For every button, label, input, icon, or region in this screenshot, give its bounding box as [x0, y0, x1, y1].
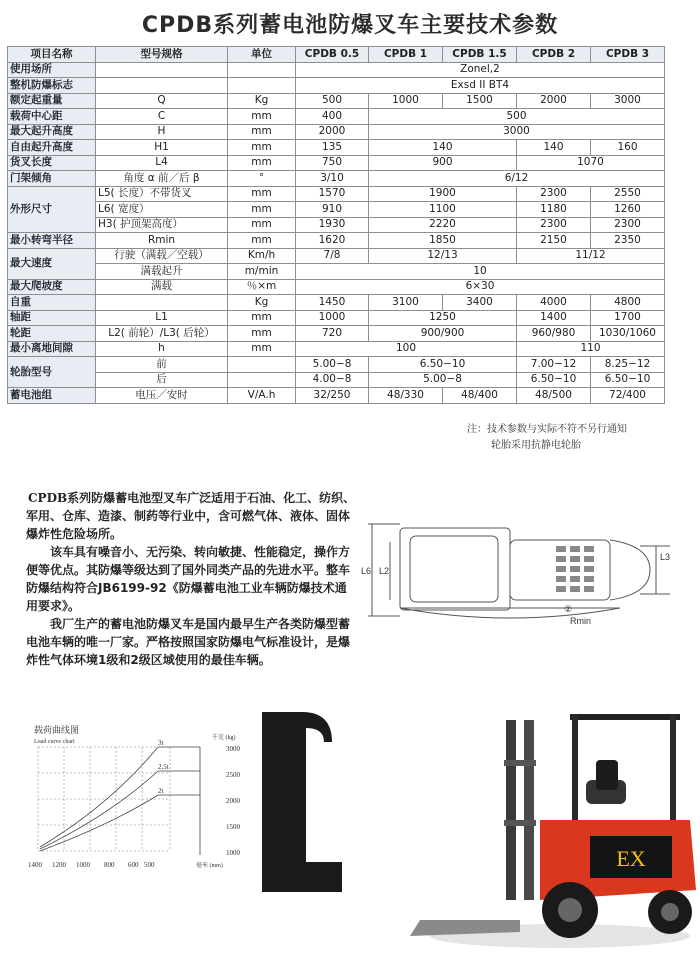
cell: 前 — [96, 357, 228, 373]
y-tick: 1000 — [226, 849, 240, 857]
cell: 2300 — [517, 186, 591, 202]
table-row — [8, 109, 665, 125]
header-model-3: CPDB 2 — [517, 47, 591, 63]
table-row — [8, 341, 665, 357]
cell: 12/13 — [369, 248, 517, 264]
ex-badge-text: EX — [616, 846, 646, 871]
x-tick: 600 — [128, 861, 139, 869]
cell: 1030/1060 — [591, 326, 665, 342]
cell: 7.00−12 — [517, 357, 591, 373]
table-row — [8, 326, 665, 342]
row-label: 最大速度 — [8, 248, 96, 279]
row-label: 额定起重量 — [8, 93, 96, 109]
table-row — [8, 202, 665, 218]
x-tick: 500 — [144, 861, 155, 869]
curve-label-3t: 3t — [158, 739, 164, 747]
counterweight-outline — [610, 540, 650, 600]
cell: 1400 — [517, 310, 591, 326]
cell: 48/330 — [369, 388, 443, 404]
cell: 10 — [296, 264, 665, 280]
cell: 2300 — [517, 217, 591, 233]
cell: mm — [228, 186, 296, 202]
table-row — [8, 279, 665, 295]
cell: 3000 — [369, 124, 665, 140]
cell: mm — [228, 140, 296, 156]
cell: mm — [228, 217, 296, 233]
cell: 6.50−10 — [369, 357, 517, 373]
cell: mm — [228, 233, 296, 249]
cell: 110 — [517, 341, 665, 357]
cell: 1700 — [591, 310, 665, 326]
load-curve-3t — [40, 747, 158, 847]
row-label: 轮距 — [8, 326, 96, 342]
cell: mm — [228, 155, 296, 171]
table-row — [8, 264, 665, 280]
cell: 1570 — [296, 186, 369, 202]
desc-text-1: 系列防爆蓄电池型叉车广泛适用于石油、化工、纺织、军用、仓库、造漆、制药等行业中，含可燃气体、液体、固体爆炸性危险场所。 — [26, 491, 356, 541]
cell: 2350 — [591, 233, 665, 249]
empty-cell — [228, 372, 296, 388]
cell: 3400 — [443, 295, 517, 311]
curve-label-2-5t: 2.5t — [158, 763, 169, 771]
header-model-2: CPDB 1.5 — [443, 47, 517, 63]
cell: 500 — [369, 109, 665, 125]
cell: 1000 — [369, 93, 443, 109]
spec-table — [7, 46, 665, 404]
row-label: 最大爬坡度 — [8, 279, 96, 295]
cell: 角度 α 前／后 β — [96, 171, 228, 187]
circle-marker: ② — [564, 604, 573, 614]
cell: L6( 宽度） — [96, 202, 228, 218]
cell: L4 — [96, 155, 228, 171]
cell: 720 — [296, 326, 369, 342]
table-row — [8, 78, 665, 94]
cell: 910 — [296, 202, 369, 218]
cell: 1000 — [296, 310, 369, 326]
header-model-0: CPDB 0.5 — [296, 47, 369, 63]
cell: 后 — [96, 372, 228, 388]
cell: 1070 — [517, 155, 665, 171]
empty-cell — [96, 62, 228, 78]
table-row — [8, 372, 665, 388]
row-label: 整机防爆标志 — [8, 78, 96, 94]
header-model: 型号规格 — [96, 47, 228, 63]
cell: ° — [228, 171, 296, 187]
description — [26, 489, 356, 669]
header-model-1: CPDB 1 — [369, 47, 443, 63]
table-row — [8, 186, 665, 202]
cell: 4.00−8 — [296, 372, 369, 388]
y-axis-label: 千克 (kg) — [212, 735, 236, 741]
cell: 2550 — [591, 186, 665, 202]
cell: Kg — [228, 295, 296, 311]
cell: 满载起升 — [96, 264, 228, 280]
cell: 2150 — [517, 233, 591, 249]
cell: 32/250 — [296, 388, 369, 404]
cell: H1 — [96, 140, 228, 156]
header-model-4: CPDB 3 — [591, 47, 665, 63]
empty-cell — [96, 295, 228, 311]
cell: 100 — [296, 341, 517, 357]
desc-paragraph-1 — [26, 489, 356, 543]
cell: Kg — [228, 93, 296, 109]
row-label: 自由起升高度 — [8, 140, 96, 156]
cell: L1 — [96, 310, 228, 326]
header-unit: 单位 — [228, 47, 296, 63]
row-label: 轮胎型号 — [8, 357, 96, 388]
table-row — [8, 217, 665, 233]
cell: 160 — [591, 140, 665, 156]
cell: 2300 — [591, 217, 665, 233]
cell: 1180 — [517, 202, 591, 218]
cell: 1930 — [296, 217, 369, 233]
cell: 3100 — [369, 295, 443, 311]
x-tick: 1200 — [52, 861, 66, 869]
truck-outline — [400, 528, 510, 610]
cell: 3000 — [591, 93, 665, 109]
fork-graphic — [262, 712, 342, 959]
x-tick: 1400 — [28, 861, 42, 869]
cell: 11/12 — [517, 248, 665, 264]
table-row — [8, 140, 665, 156]
cell: mm — [228, 202, 296, 218]
row-label: 最小离地间隙 — [8, 341, 96, 357]
cell: Q — [96, 93, 228, 109]
cell: V/A.h — [228, 388, 296, 404]
cell: mm — [228, 326, 296, 342]
curve-label-2t: 2t — [158, 787, 164, 795]
row-label: 最大起升高度 — [8, 124, 96, 140]
cell: 1260 — [591, 202, 665, 218]
desc-paragraph-3: 我厂生产的蓄电池防爆叉车是国内最早生产各类防爆型蓄电池车辆的唯一厂家。严格按照国家防爆电气标准设计，是爆炸性气体环境1级和2级区域使用的最佳车辆。 — [26, 617, 351, 667]
table-row — [8, 62, 665, 78]
cell: 4800 — [591, 295, 665, 311]
table-row — [8, 124, 665, 140]
cell: 6.50−10 — [517, 372, 591, 388]
cell: C — [96, 109, 228, 125]
cell: 5.00−8 — [296, 357, 369, 373]
cell: 2000 — [296, 124, 369, 140]
cell: 2000 — [517, 93, 591, 109]
cell: 6/12 — [369, 171, 665, 187]
empty-cell — [228, 62, 296, 78]
cell: Exsd II BT4 — [296, 78, 665, 94]
note-line-1: 注：技术参数与实际不符不另行通知 — [467, 424, 627, 435]
table-row — [8, 388, 665, 404]
cell: L5( 长度）不带货叉 — [96, 186, 228, 202]
cell: 960/980 — [517, 326, 591, 342]
cell: 1500 — [443, 93, 517, 109]
row-label: 门架倾角 — [8, 171, 96, 187]
cell: 140 — [517, 140, 591, 156]
row-label: 外形尺寸 — [8, 186, 96, 233]
cell: Zonel,2 — [296, 62, 665, 78]
mast-left — [506, 720, 516, 900]
cell: mm — [228, 124, 296, 140]
brand-text: CPDB — [28, 491, 68, 505]
seat — [596, 760, 618, 790]
load-chart — [20, 725, 260, 875]
cell: 500 — [296, 93, 369, 109]
empty-cell — [228, 78, 296, 94]
dimension-diagram — [360, 516, 680, 632]
table-row — [8, 171, 665, 187]
cell: 4000 — [517, 295, 591, 311]
row-label: 货叉长度 — [8, 155, 96, 171]
cell: 8.25−12 — [591, 357, 665, 373]
x-tick: 1000 — [76, 861, 90, 869]
cell: mm — [228, 109, 296, 125]
load-curve-2-5t — [40, 771, 158, 849]
cell: ％×m — [228, 279, 296, 295]
table-header-row — [8, 47, 665, 63]
row-label: 最小转弯半径 — [8, 233, 96, 249]
y-tick: 1500 — [226, 823, 240, 831]
cell: 6×30 — [296, 279, 665, 295]
cell: mm — [228, 310, 296, 326]
cell: 1250 — [369, 310, 517, 326]
cell: 48/500 — [517, 388, 591, 404]
x-axis-label: 毫米 (mm) — [196, 863, 223, 869]
cell: H3( 护顶架高度） — [96, 217, 228, 233]
y-tick: 2500 — [226, 771, 240, 779]
cell: 400 — [296, 109, 369, 125]
cell: 1900 — [369, 186, 517, 202]
empty-cell — [228, 357, 296, 373]
cell: mm — [228, 341, 296, 357]
page-title: CPDB系列蓄电池防爆叉车主要技术参数 — [141, 13, 559, 38]
cell: 900/900 — [369, 326, 517, 342]
cell: L2( 前轮）/L3( 后轮） — [96, 326, 228, 342]
cell: 2220 — [369, 217, 517, 233]
cell: 900 — [369, 155, 517, 171]
l3-label: L3 — [660, 552, 671, 562]
cell: 140 — [369, 140, 517, 156]
table-row — [8, 357, 665, 373]
overhead-guard — [570, 714, 680, 720]
cell: 满载 — [96, 279, 228, 295]
cell: 行驶（满载／空载） — [96, 248, 228, 264]
row-label: 轴距 — [8, 310, 96, 326]
cell: 3/10 — [296, 171, 369, 187]
table-row — [8, 93, 665, 109]
table-row — [8, 295, 665, 311]
rmin-label: Rmin — [570, 616, 592, 626]
cell: 1620 — [296, 233, 369, 249]
forklift-image — [400, 700, 696, 952]
cell: m/min — [228, 264, 296, 280]
load-chart-title: 载荷曲线图 — [34, 725, 80, 735]
cell: 750 — [296, 155, 369, 171]
cell: h — [96, 341, 228, 357]
mast-right — [524, 720, 534, 900]
l2-label: L2 — [379, 566, 390, 576]
load-curve-2t — [40, 795, 158, 851]
empty-cell — [96, 78, 228, 94]
cell: Km/h — [228, 248, 296, 264]
cell: 7/8 — [296, 248, 369, 264]
cell: 6.50−10 — [591, 372, 665, 388]
row-label: 使用场所 — [8, 62, 96, 78]
load-chart-subtitle: Load curve chart — [34, 739, 75, 745]
spec-note — [467, 422, 627, 454]
cell: H — [96, 124, 228, 140]
cell: 135 — [296, 140, 369, 156]
desc-paragraph-2: 该车具有噪音小、无污染、转向敏捷、性能稳定，操作方便等优点。其防爆等级达到了国外同类产品的先进水平。整车防爆结构符合JB6199-92《防爆蓄电池工业车辆防爆技术通用要求》。 — [26, 545, 351, 613]
table-row — [8, 310, 665, 326]
cell: 1450 — [296, 295, 369, 311]
cell: 电压／安时 — [96, 388, 228, 404]
y-tick: 2000 — [226, 797, 240, 805]
cell: 72/400 — [591, 388, 665, 404]
note-line-2: 轮胎采用抗静电轮胎 — [491, 440, 581, 451]
table-row — [8, 155, 665, 171]
cell: 48/400 — [443, 388, 517, 404]
cell: 1100 — [369, 202, 517, 218]
row-label: 蓄电池组 — [8, 388, 96, 404]
row-label: 自重 — [8, 295, 96, 311]
cell: 1850 — [369, 233, 517, 249]
row-label: 载荷中心距 — [8, 109, 96, 125]
l6-label: L6 — [361, 566, 372, 576]
table-row — [8, 233, 665, 249]
header-item: 项目名称 — [8, 47, 96, 63]
y-tick: 3000 — [226, 745, 240, 753]
cell: Rmin — [96, 233, 228, 249]
cell: 5.00−8 — [369, 372, 517, 388]
table-row — [8, 248, 665, 264]
x-tick: 800 — [104, 861, 115, 869]
